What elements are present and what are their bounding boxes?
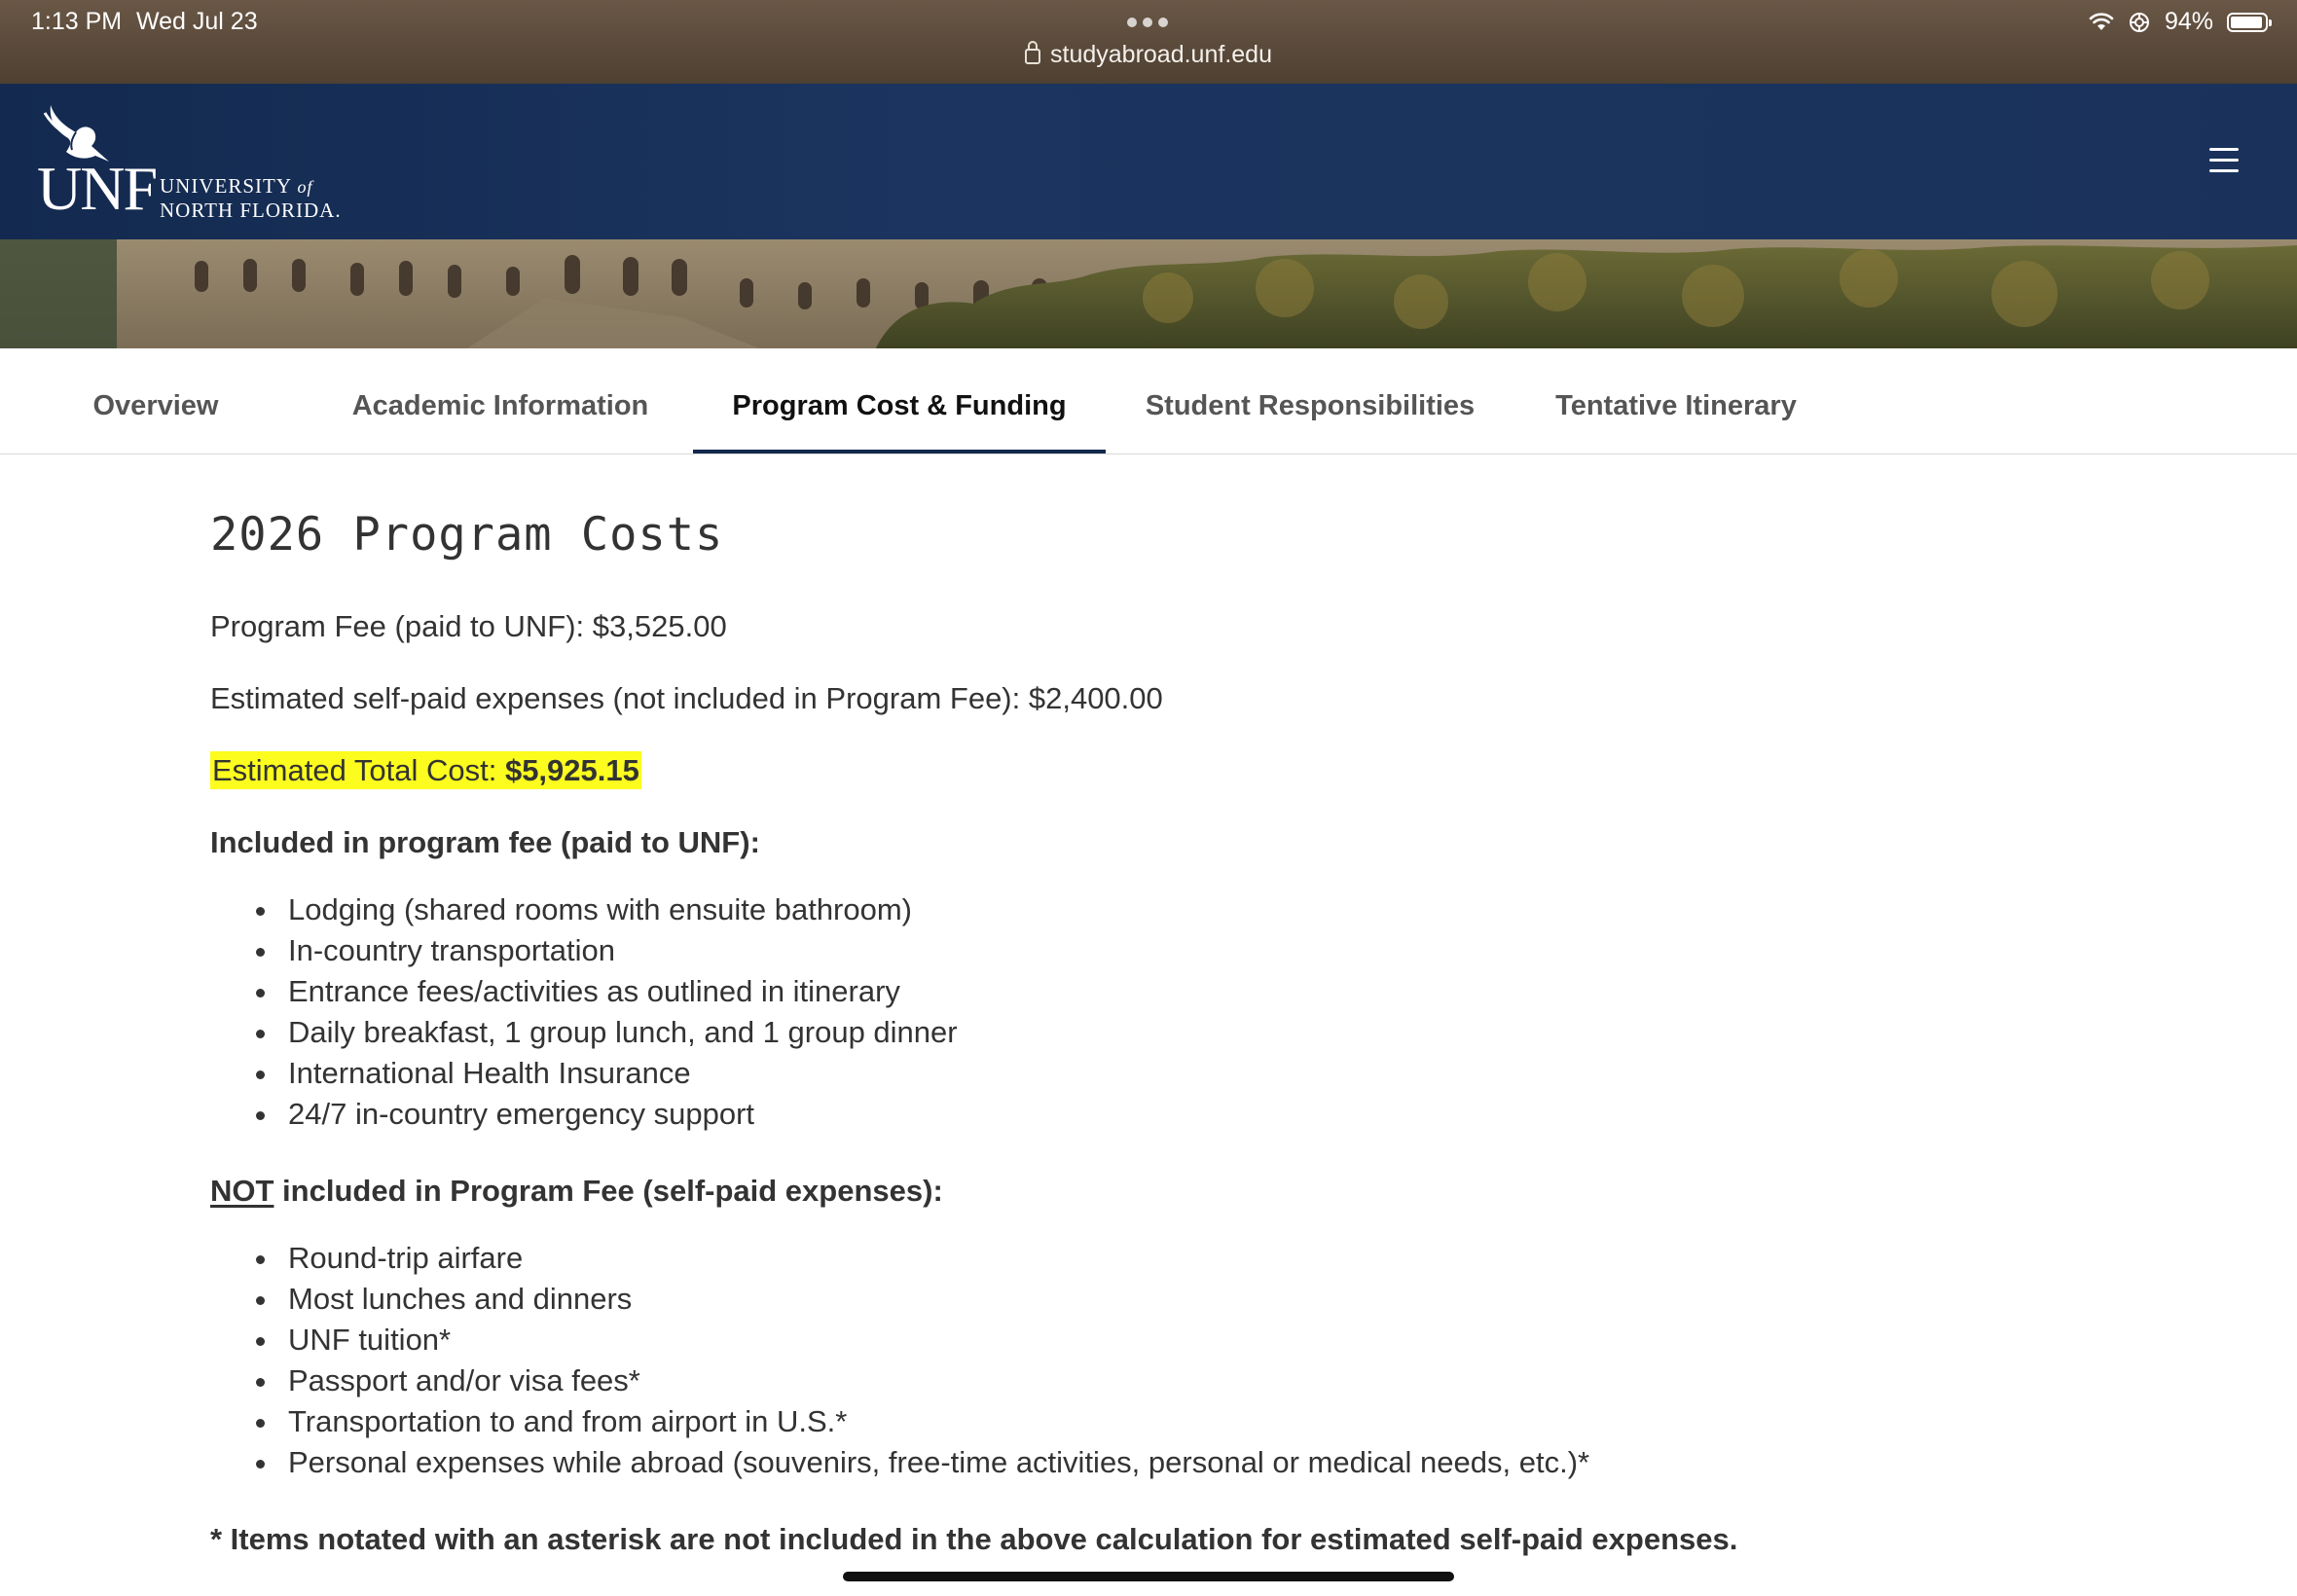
- list-item: Daily breakfast, 1 group lunch, and 1 group dinner: [288, 1012, 958, 1053]
- ruins-landscape-image: [0, 239, 2297, 348]
- multitasking-dots-icon[interactable]: [1127, 18, 1168, 27]
- tab-student-responsibilities[interactable]: Student Responsibilities: [1145, 390, 1476, 421]
- not-included-heading-text: included in Program Fee (self-paid expenses):: [273, 1174, 943, 1208]
- page-title: 2026 Program Costs: [210, 508, 724, 562]
- site-header: [0, 84, 2297, 239]
- logo-unf-text: UNF: [37, 154, 157, 223]
- status-indicators: [2089, 8, 2268, 36]
- status-date: Wed Jul 23: [136, 8, 258, 35]
- focus-icon: [2128, 11, 2151, 34]
- program-fee-text: Program Fee (paid to UNF): $3,525.00: [210, 609, 727, 643]
- not-emphasis: NOT: [210, 1174, 274, 1208]
- list-item: Round-trip airfare: [288, 1238, 1589, 1279]
- hero-banner-image: [0, 239, 2297, 348]
- logo-north-florida-text: NORTH FLORIDA.: [160, 199, 342, 222]
- battery-icon: [2227, 13, 2268, 32]
- self-paid-expenses-text: Estimated self-paid expenses (not included in Program Fee): $2,400.00: [210, 681, 1163, 715]
- total-cost-line: [210, 753, 641, 788]
- included-list: [288, 889, 958, 1135]
- logo-university-text: UNIVERSITY of: [160, 174, 313, 198]
- list-item: In-country transportation: [288, 930, 958, 971]
- not-included-heading: [210, 1174, 943, 1209]
- total-cost-highlight: [210, 751, 641, 789]
- section-tabs: [0, 348, 2297, 454]
- list-item: Most lunches and dinners: [288, 1279, 1589, 1320]
- list-item: Entrance fees/activities as outlined in itinerary: [288, 971, 958, 1012]
- tab-tentative-itinerary[interactable]: Tentative Itinerary: [1555, 390, 1797, 421]
- list-item: Transportation to and from airport in U.S.*: [288, 1401, 1589, 1442]
- hamburger-menu-icon[interactable]: [2209, 148, 2239, 173]
- tab-program-cost-funding[interactable]: Program Cost & Funding: [693, 348, 1106, 452]
- unf-logo[interactable]: [37, 103, 348, 230]
- list-item: Personal expenses while abroad (souvenirs, free-time activities, personal or medical needs, etc.)*: [288, 1442, 1589, 1483]
- url-text: studyabroad.unf.edu: [1050, 41, 1272, 68]
- asterisk-footnote: * Items notated with an asterisk are not included in the above calculation for estimated self-paid expenses.: [210, 1522, 1738, 1556]
- status-time: 1:13 PM: [31, 8, 123, 35]
- list-item: Lodging (shared rooms with ensuite bathroom): [288, 889, 958, 930]
- total-cost-value: $5,925.15: [504, 753, 639, 787]
- list-item: Passport and/or visa fees*: [288, 1360, 1589, 1401]
- lock-icon: [1025, 49, 1040, 64]
- address-bar[interactable]: [0, 41, 2297, 69]
- main-content: [210, 453, 2060, 1556]
- status-bar: [0, 0, 2297, 84]
- total-cost-label: Estimated Total Cost:: [212, 753, 505, 787]
- included-heading: Included in program fee (paid to UNF):: [210, 825, 760, 859]
- tab-academic-information[interactable]: Academic Information: [351, 390, 649, 421]
- list-item: 24/7 in-country emergency support: [288, 1094, 958, 1135]
- list-item: International Health Insurance: [288, 1053, 958, 1094]
- wifi-icon: [2089, 13, 2114, 32]
- battery-percent: 94%: [2164, 8, 2213, 35]
- home-indicator[interactable]: [843, 1572, 1454, 1581]
- not-included-list: [288, 1238, 1589, 1483]
- list-item: UNF tuition*: [288, 1320, 1589, 1360]
- tab-overview[interactable]: Overview: [92, 390, 219, 421]
